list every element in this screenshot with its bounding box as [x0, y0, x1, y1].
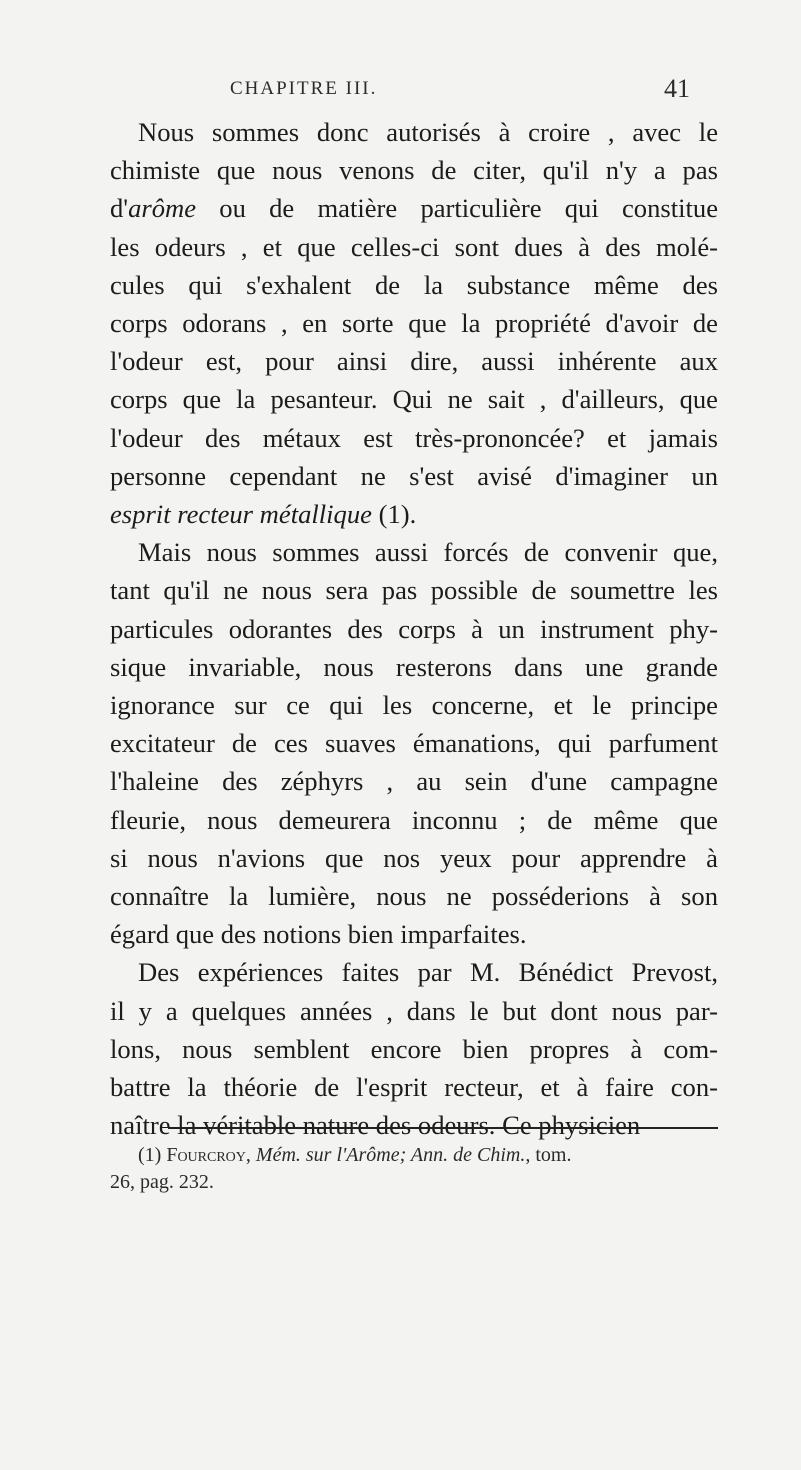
text-run: Mais nous sommes aussi forcés de convenir que, [138, 537, 718, 568]
text-line [110, 648, 718, 686]
text-line [110, 419, 718, 457]
text-line [110, 189, 718, 227]
text-line [110, 1106, 718, 1144]
text-line [110, 533, 718, 571]
text-line [110, 953, 718, 991]
text-line [110, 762, 718, 800]
text-run: corps odorans , en sorte que la propriété d'avoir de [110, 308, 718, 339]
footnote-line [110, 1142, 718, 1169]
page-number: 41 [664, 74, 690, 103]
text-run: particules odorantes des corps à un instrument phy- [110, 613, 718, 644]
text-line [110, 724, 718, 762]
text-line [110, 801, 718, 839]
body-text [110, 113, 718, 1144]
text-line [110, 686, 718, 724]
text-line [110, 380, 718, 418]
text-run: l'odeur des métaux est très-prononcée? et jamais [110, 422, 718, 453]
text-run: Nous sommes donc autorisés à croire , avec le [138, 117, 718, 147]
text-run: si nous n'avions que nos yeux pour apprendre à [110, 842, 718, 873]
text-line [110, 266, 718, 304]
text-run: sique invariable, nous resterons dans une grande [110, 651, 718, 682]
text-run: l'haleine des zéphyrs , au sein d'une campagne [110, 766, 718, 797]
text-line [110, 304, 718, 342]
footnote [110, 1142, 718, 1196]
text-line [110, 151, 718, 189]
text-run: corps que la pesanteur. Qui ne sait , d'ailleurs, que [110, 384, 718, 415]
text-run: il y a quelques années , dans le but dont nous par- [110, 995, 718, 1026]
footnote-run: , [245, 1144, 256, 1166]
text-line [110, 113, 718, 151]
text-line [110, 1030, 718, 1068]
text-line [110, 495, 718, 533]
footnote-run: Fourcroy [166, 1144, 246, 1166]
text-run: ignorance sur ce qui les concerne, et le principe [110, 690, 718, 721]
running-head [230, 74, 690, 108]
text-line [110, 457, 718, 495]
italic-text: arôme [128, 193, 197, 224]
footnote-citation: Mém. sur l'Arôme; Ann. de Chim. [255, 1144, 526, 1166]
text-run: excitateur de ces suaves émanations, qui parfument [110, 728, 718, 759]
text-run: fleurie, nous demeurera inconnu ; de même que [110, 804, 718, 835]
text-run: (1). [371, 499, 417, 530]
text-run: naître la véritable nature des odeurs. Ce physicien [110, 1110, 641, 1141]
text-line [110, 342, 718, 380]
footnote-line [110, 1169, 718, 1196]
text-run: Des expériences faites par M. Bénédict Prevost, [138, 957, 718, 988]
italic-text: esprit recteur métallique [110, 499, 372, 530]
text-line [110, 1068, 718, 1106]
text-run: battre la théorie de l'esprit recteur, et à faire con- [110, 1072, 718, 1103]
footnote-run: 26, pag. 232. [110, 1171, 214, 1193]
text-line [110, 228, 718, 266]
text-run: tant qu'il ne nous sera pas possible de soumettre les [110, 575, 718, 606]
text-run: connaître la lumière, nous ne posséderions à son [110, 881, 718, 912]
text-line [110, 571, 718, 609]
text-run: lons, nous semblent encore bien propres à com- [110, 1033, 718, 1064]
text-run: l'odeur est, pour ainsi dire, aussi inhérente aux [110, 346, 718, 377]
text-run: chimiste que nous venons de citer, qu'il n'y a pas [110, 155, 718, 186]
footnote-rule [168, 1127, 718, 1129]
text-line [110, 839, 718, 877]
chapter-title: CHAPITRE III. [230, 78, 378, 99]
text-run: les odeurs , et que celles-ci sont dues à des molé- [110, 231, 718, 262]
text-run: cules qui s'exhalent de la substance même des [110, 269, 718, 300]
text-line [110, 877, 718, 915]
text-line [110, 915, 718, 953]
text-run: personne cependant ne s'est avisé d'imaginer un [110, 460, 718, 491]
footnote-run: (1) [138, 1144, 167, 1166]
text-run: d' [110, 193, 129, 224]
text-run: ou de matière particulière qui constitue [196, 193, 718, 224]
text-line [110, 610, 718, 648]
text-run: égard que des notions bien imparfaites. [110, 919, 527, 950]
text-line [110, 992, 718, 1030]
footnote-run: , tom. [525, 1144, 572, 1166]
